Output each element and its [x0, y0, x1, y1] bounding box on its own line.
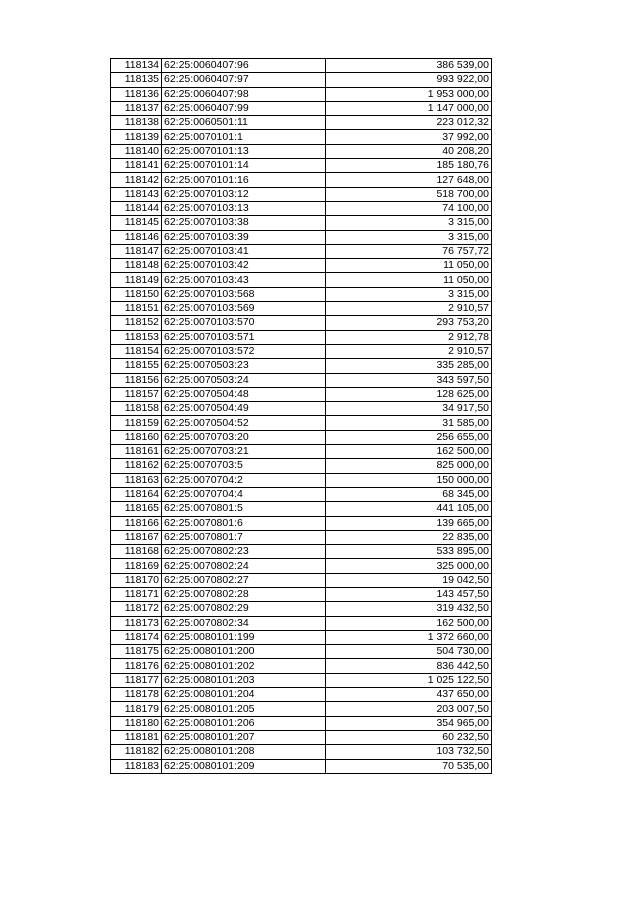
amount-cell: 1 953 000,00 [326, 87, 492, 101]
row-id-cell: 118179 [111, 702, 162, 716]
amount-cell: 70 535,00 [326, 759, 492, 773]
cadastral-number-cell: 62:25:0070801:6 [162, 516, 326, 530]
row-id-cell: 118173 [111, 616, 162, 630]
cadastral-number-cell: 62:25:0080101:205 [162, 702, 326, 716]
table-row [111, 173, 492, 187]
amount-cell: 533 895,00 [326, 545, 492, 559]
amount-cell: 335 285,00 [326, 359, 492, 373]
amount-cell: 37 992,00 [326, 130, 492, 144]
amount-cell: 3 315,00 [326, 287, 492, 301]
table-row [111, 616, 492, 630]
row-id-cell: 118181 [111, 730, 162, 744]
cadastral-number-cell: 62:25:0060407:96 [162, 59, 326, 73]
table-row [111, 587, 492, 601]
table-row [111, 559, 492, 573]
table-row [111, 745, 492, 759]
cadastral-number-cell: 62:25:0070504:48 [162, 387, 326, 401]
row-id-cell: 118178 [111, 688, 162, 702]
row-id-cell: 118147 [111, 244, 162, 258]
row-id-cell: 118180 [111, 716, 162, 730]
table-row [111, 602, 492, 616]
row-id-cell: 118135 [111, 73, 162, 87]
cadastral-number-cell: 62:25:0070802:29 [162, 602, 326, 616]
table-row [111, 530, 492, 544]
table-row [111, 645, 492, 659]
table-row [111, 702, 492, 716]
table-row [111, 359, 492, 373]
cadastral-number-cell: 62:25:0080101:203 [162, 673, 326, 687]
table-row [111, 387, 492, 401]
row-id-cell: 118139 [111, 130, 162, 144]
amount-cell: 836 442,50 [326, 659, 492, 673]
row-id-cell: 118171 [111, 587, 162, 601]
amount-cell: 825 000,00 [326, 459, 492, 473]
cadastral-number-cell: 62:25:0070103:41 [162, 244, 326, 258]
amount-cell: 2 912,78 [326, 330, 492, 344]
cadastral-number-cell: 62:25:0070103:38 [162, 216, 326, 230]
amount-cell: 1 372 660,00 [326, 630, 492, 644]
table-row [111, 445, 492, 459]
table-row [111, 545, 492, 559]
amount-cell: 19 042,50 [326, 573, 492, 587]
amount-cell: 354 965,00 [326, 716, 492, 730]
cadastral-number-cell: 62:25:0080101:208 [162, 745, 326, 759]
cadastral-number-cell: 62:25:0070103:43 [162, 273, 326, 287]
amount-cell: 293 753,20 [326, 316, 492, 330]
amount-cell: 40 208,20 [326, 144, 492, 158]
row-id-cell: 118153 [111, 330, 162, 344]
amount-cell: 185 180,76 [326, 159, 492, 173]
table-row [111, 716, 492, 730]
table-body [111, 59, 492, 774]
row-id-cell: 118151 [111, 302, 162, 316]
table-row [111, 59, 492, 73]
amount-cell: 2 910,57 [326, 302, 492, 316]
amount-cell: 343 597,50 [326, 373, 492, 387]
table-row [111, 659, 492, 673]
cadastral-number-cell: 62:25:0070101:13 [162, 144, 326, 158]
cadastral-number-cell: 62:25:0080101:206 [162, 716, 326, 730]
table-row [111, 159, 492, 173]
row-id-cell: 118158 [111, 402, 162, 416]
amount-cell: 103 732,50 [326, 745, 492, 759]
cadastral-number-cell: 62:25:0070103:572 [162, 344, 326, 358]
table-row [111, 187, 492, 201]
row-id-cell: 118136 [111, 87, 162, 101]
cadastral-number-cell: 62:25:0060407:98 [162, 87, 326, 101]
cadastral-number-cell: 62:25:0070503:24 [162, 373, 326, 387]
row-id-cell: 118142 [111, 173, 162, 187]
row-id-cell: 118168 [111, 545, 162, 559]
cadastral-number-cell: 62:25:0070703:5 [162, 459, 326, 473]
row-id-cell: 118152 [111, 316, 162, 330]
table-row [111, 730, 492, 744]
amount-cell: 256 655,00 [326, 430, 492, 444]
row-id-cell: 118176 [111, 659, 162, 673]
cadastral-number-cell: 62:25:0070103:569 [162, 302, 326, 316]
table-row [111, 144, 492, 158]
table-row [111, 673, 492, 687]
row-id-cell: 118162 [111, 459, 162, 473]
table-row [111, 344, 492, 358]
table-row [111, 416, 492, 430]
row-id-cell: 118172 [111, 602, 162, 616]
row-id-cell: 118157 [111, 387, 162, 401]
amount-cell: 441 105,00 [326, 502, 492, 516]
amount-cell: 22 835,00 [326, 530, 492, 544]
cadastral-number-cell: 62:25:0080101:202 [162, 659, 326, 673]
row-id-cell: 118167 [111, 530, 162, 544]
cadastral-number-cell: 62:25:0060407:97 [162, 73, 326, 87]
table-row [111, 287, 492, 301]
row-id-cell: 118155 [111, 359, 162, 373]
amount-cell: 162 500,00 [326, 616, 492, 630]
table-row [111, 402, 492, 416]
cadastral-number-cell: 62:25:0070802:23 [162, 545, 326, 559]
table-row [111, 259, 492, 273]
row-id-cell: 118175 [111, 645, 162, 659]
row-id-cell: 118154 [111, 344, 162, 358]
amount-cell: 31 585,00 [326, 416, 492, 430]
row-id-cell: 118137 [111, 101, 162, 115]
table-row [111, 430, 492, 444]
cadastral-number-cell: 62:25:0060501:11 [162, 116, 326, 130]
amount-cell: 2 910,57 [326, 344, 492, 358]
amount-cell: 128 625,00 [326, 387, 492, 401]
amount-cell: 143 457,50 [326, 587, 492, 601]
cadastral-number-cell: 62:25:0060407:99 [162, 101, 326, 115]
cadastral-number-cell: 62:25:0070704:4 [162, 487, 326, 501]
cadastral-number-cell: 62:25:0070101:1 [162, 130, 326, 144]
amount-cell: 74 100,00 [326, 201, 492, 215]
cadastral-number-cell: 62:25:0080101:199 [162, 630, 326, 644]
amount-cell: 325 000,00 [326, 559, 492, 573]
cadastral-number-cell: 62:25:0070802:27 [162, 573, 326, 587]
amount-cell: 993 922,00 [326, 73, 492, 87]
cadastral-number-cell: 62:25:0080101:209 [162, 759, 326, 773]
row-id-cell: 118146 [111, 230, 162, 244]
cadastral-number-cell: 62:25:0070704:2 [162, 473, 326, 487]
cadastral-number-cell: 62:25:0070801:7 [162, 530, 326, 544]
amount-cell: 60 232,50 [326, 730, 492, 744]
row-id-cell: 118148 [111, 259, 162, 273]
amount-cell: 437 650,00 [326, 688, 492, 702]
table-row [111, 502, 492, 516]
table-row [111, 573, 492, 587]
amount-cell: 139 665,00 [326, 516, 492, 530]
cadastral-number-cell: 62:25:0070802:28 [162, 587, 326, 601]
row-id-cell: 118138 [111, 116, 162, 130]
row-id-cell: 118182 [111, 745, 162, 759]
cadastral-number-cell: 62:25:0070801:5 [162, 502, 326, 516]
cadastral-number-cell: 62:25:0080101:207 [162, 730, 326, 744]
cadastral-number-cell: 62:25:0070103:13 [162, 201, 326, 215]
row-id-cell: 118183 [111, 759, 162, 773]
amount-cell: 11 050,00 [326, 273, 492, 287]
table-row [111, 230, 492, 244]
table-row [111, 244, 492, 258]
table-row [111, 87, 492, 101]
row-id-cell: 118160 [111, 430, 162, 444]
row-id-cell: 118144 [111, 201, 162, 215]
cadastral-number-cell: 62:25:0070504:52 [162, 416, 326, 430]
row-id-cell: 118169 [111, 559, 162, 573]
cadastral-number-cell: 62:25:0070103:568 [162, 287, 326, 301]
table-row [111, 216, 492, 230]
cadastral-number-cell: 62:25:0070503:23 [162, 359, 326, 373]
cadastral-number-cell: 62:25:0070802:34 [162, 616, 326, 630]
table-row [111, 473, 492, 487]
amount-cell: 3 315,00 [326, 230, 492, 244]
table-row [111, 130, 492, 144]
amount-cell: 504 730,00 [326, 645, 492, 659]
cadastral-number-cell: 62:25:0070802:24 [162, 559, 326, 573]
table-row [111, 73, 492, 87]
row-id-cell: 118140 [111, 144, 162, 158]
row-id-cell: 118174 [111, 630, 162, 644]
row-id-cell: 118141 [111, 159, 162, 173]
amount-cell: 162 500,00 [326, 445, 492, 459]
cadastral-number-cell: 62:25:0070101:16 [162, 173, 326, 187]
row-id-cell: 118165 [111, 502, 162, 516]
amount-cell: 11 050,00 [326, 259, 492, 273]
row-id-cell: 118159 [111, 416, 162, 430]
table-row [111, 116, 492, 130]
table-row [111, 201, 492, 215]
amount-cell: 1 025 122,50 [326, 673, 492, 687]
row-id-cell: 118170 [111, 573, 162, 587]
amount-cell: 150 000,00 [326, 473, 492, 487]
cadastral-number-cell: 62:25:0070103:39 [162, 230, 326, 244]
cadastral-number-cell: 62:25:0070703:20 [162, 430, 326, 444]
cadastral-number-cell: 62:25:0070101:14 [162, 159, 326, 173]
row-id-cell: 118163 [111, 473, 162, 487]
table-row [111, 630, 492, 644]
cadastral-number-cell: 62:25:0070703:21 [162, 445, 326, 459]
table-row [111, 316, 492, 330]
table-row [111, 302, 492, 316]
amount-cell: 386 539,00 [326, 59, 492, 73]
cadastral-number-cell: 62:25:0070103:570 [162, 316, 326, 330]
table-row [111, 516, 492, 530]
cadastral-number-cell: 62:25:0070504:49 [162, 402, 326, 416]
amount-cell: 68 345,00 [326, 487, 492, 501]
amount-cell: 319 432,50 [326, 602, 492, 616]
amount-cell: 1 147 000,00 [326, 101, 492, 115]
amount-cell: 518 700,00 [326, 187, 492, 201]
amount-cell: 223 012,32 [326, 116, 492, 130]
amount-cell: 127 648,00 [326, 173, 492, 187]
row-id-cell: 118134 [111, 59, 162, 73]
amount-cell: 3 315,00 [326, 216, 492, 230]
table-row [111, 459, 492, 473]
row-id-cell: 118149 [111, 273, 162, 287]
row-id-cell: 118166 [111, 516, 162, 530]
amount-cell: 203 007,50 [326, 702, 492, 716]
cadastral-number-cell: 62:25:0070103:571 [162, 330, 326, 344]
cadastral-number-cell: 62:25:0080101:200 [162, 645, 326, 659]
table-row [111, 273, 492, 287]
table-row [111, 487, 492, 501]
row-id-cell: 118177 [111, 673, 162, 687]
table-row [111, 759, 492, 773]
cadastral-number-cell: 62:25:0080101:204 [162, 688, 326, 702]
table-row [111, 330, 492, 344]
cadastral-number-cell: 62:25:0070103:12 [162, 187, 326, 201]
row-id-cell: 118161 [111, 445, 162, 459]
amount-cell: 76 757,72 [326, 244, 492, 258]
data-table [110, 58, 492, 774]
row-id-cell: 118164 [111, 487, 162, 501]
cadastral-number-cell: 62:25:0070103:42 [162, 259, 326, 273]
amount-cell: 34 917,50 [326, 402, 492, 416]
row-id-cell: 118143 [111, 187, 162, 201]
table-row [111, 101, 492, 115]
row-id-cell: 118150 [111, 287, 162, 301]
table-row [111, 373, 492, 387]
row-id-cell: 118145 [111, 216, 162, 230]
table-row [111, 688, 492, 702]
row-id-cell: 118156 [111, 373, 162, 387]
